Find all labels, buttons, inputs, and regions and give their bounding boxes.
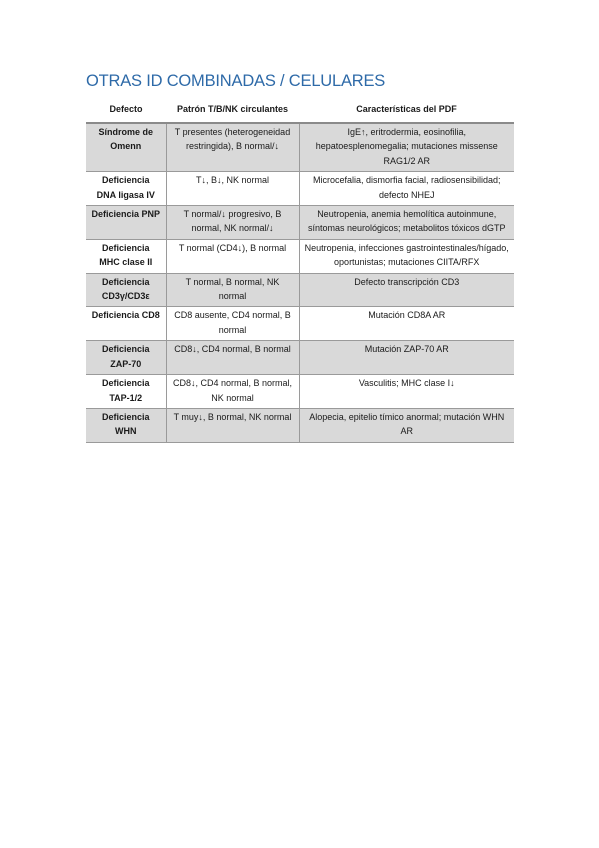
table-row — [86, 172, 514, 206]
cell-caracteristicas: Microcefalia, dismorfia facial, radiosensibilidad; defecto NHEJ — [299, 172, 514, 206]
cell-caracteristicas: Mutación ZAP-70 AR — [299, 341, 514, 375]
cell-patron: CD8↓, CD4 normal, B normal, NK normal — [166, 375, 299, 409]
page-title: OTRAS ID COMBINADAS / CELULARES — [86, 72, 386, 90]
cell-defecto: Deficiencia WHN — [86, 408, 166, 442]
cell-patron: T normal/↓ progresivo, B normal, NK normal/↓ — [166, 206, 299, 240]
cell-caracteristicas: Mutación CD8A AR — [299, 307, 514, 341]
column-header-patron: Patrón T/B/NK circulantes — [166, 96, 299, 123]
cell-patron: CD8↓, CD4 normal, B normal — [166, 341, 299, 375]
cell-defecto: Deficiencia TAP-1/2 — [86, 375, 166, 409]
cell-patron: T normal, B normal, NK normal — [166, 273, 299, 307]
table-row — [86, 375, 514, 409]
table-row — [86, 408, 514, 442]
cell-caracteristicas: Alopecia, epitelio tímico anormal; mutación WHN AR — [299, 408, 514, 442]
cell-patron: T presentes (heterogeneidad restringida), B normal/↓ — [166, 123, 299, 172]
cell-caracteristicas: IgE↑, eritrodermia, eosinofilia, hepatoesplenomegalia; mutaciones missense RAG1/2 AR — [299, 123, 514, 172]
cell-defecto: Deficiencia CD8 — [86, 307, 166, 341]
cell-caracteristicas: Neutropenia, anemia hemolítica autoinmune, síntomas neurológicos; metabolitos tóxicos dGTP — [299, 206, 514, 240]
immunodeficiency-table — [86, 96, 514, 443]
cell-defecto: Deficiencia PNP — [86, 206, 166, 240]
cell-patron: T normal (CD4↓), B normal — [166, 239, 299, 273]
cell-patron: T↓, B↓, NK normal — [166, 172, 299, 206]
cell-patron: CD8 ausente, CD4 normal, B normal — [166, 307, 299, 341]
cell-caracteristicas: Neutropenia, infecciones gastrointestinales/hígado, oportunistas; mutaciones CIITA/RFX — [299, 239, 514, 273]
cell-defecto: Deficiencia MHC clase II — [86, 239, 166, 273]
cell-caracteristicas: Defecto transcripción CD3 — [299, 273, 514, 307]
cell-defecto: Deficiencia ZAP-70 — [86, 341, 166, 375]
column-header-caracteristicas: Características del PDF — [299, 96, 514, 123]
column-header-defecto: Defecto — [86, 96, 166, 123]
table-row — [86, 239, 514, 273]
table-header-row — [86, 96, 514, 123]
table-row — [86, 206, 514, 240]
cell-defecto: Síndrome de Omenn — [86, 123, 166, 172]
cell-caracteristicas: Vasculitis; MHC clase I↓ — [299, 375, 514, 409]
cell-defecto: Deficiencia CD3γ/CD3ε — [86, 273, 166, 307]
table-row — [86, 273, 514, 307]
cell-defecto: Deficiencia DNA ligasa IV — [86, 172, 166, 206]
cell-patron: T muy↓, B normal, NK normal — [166, 408, 299, 442]
table-row — [86, 307, 514, 341]
table-row — [86, 123, 514, 172]
table-row — [86, 341, 514, 375]
